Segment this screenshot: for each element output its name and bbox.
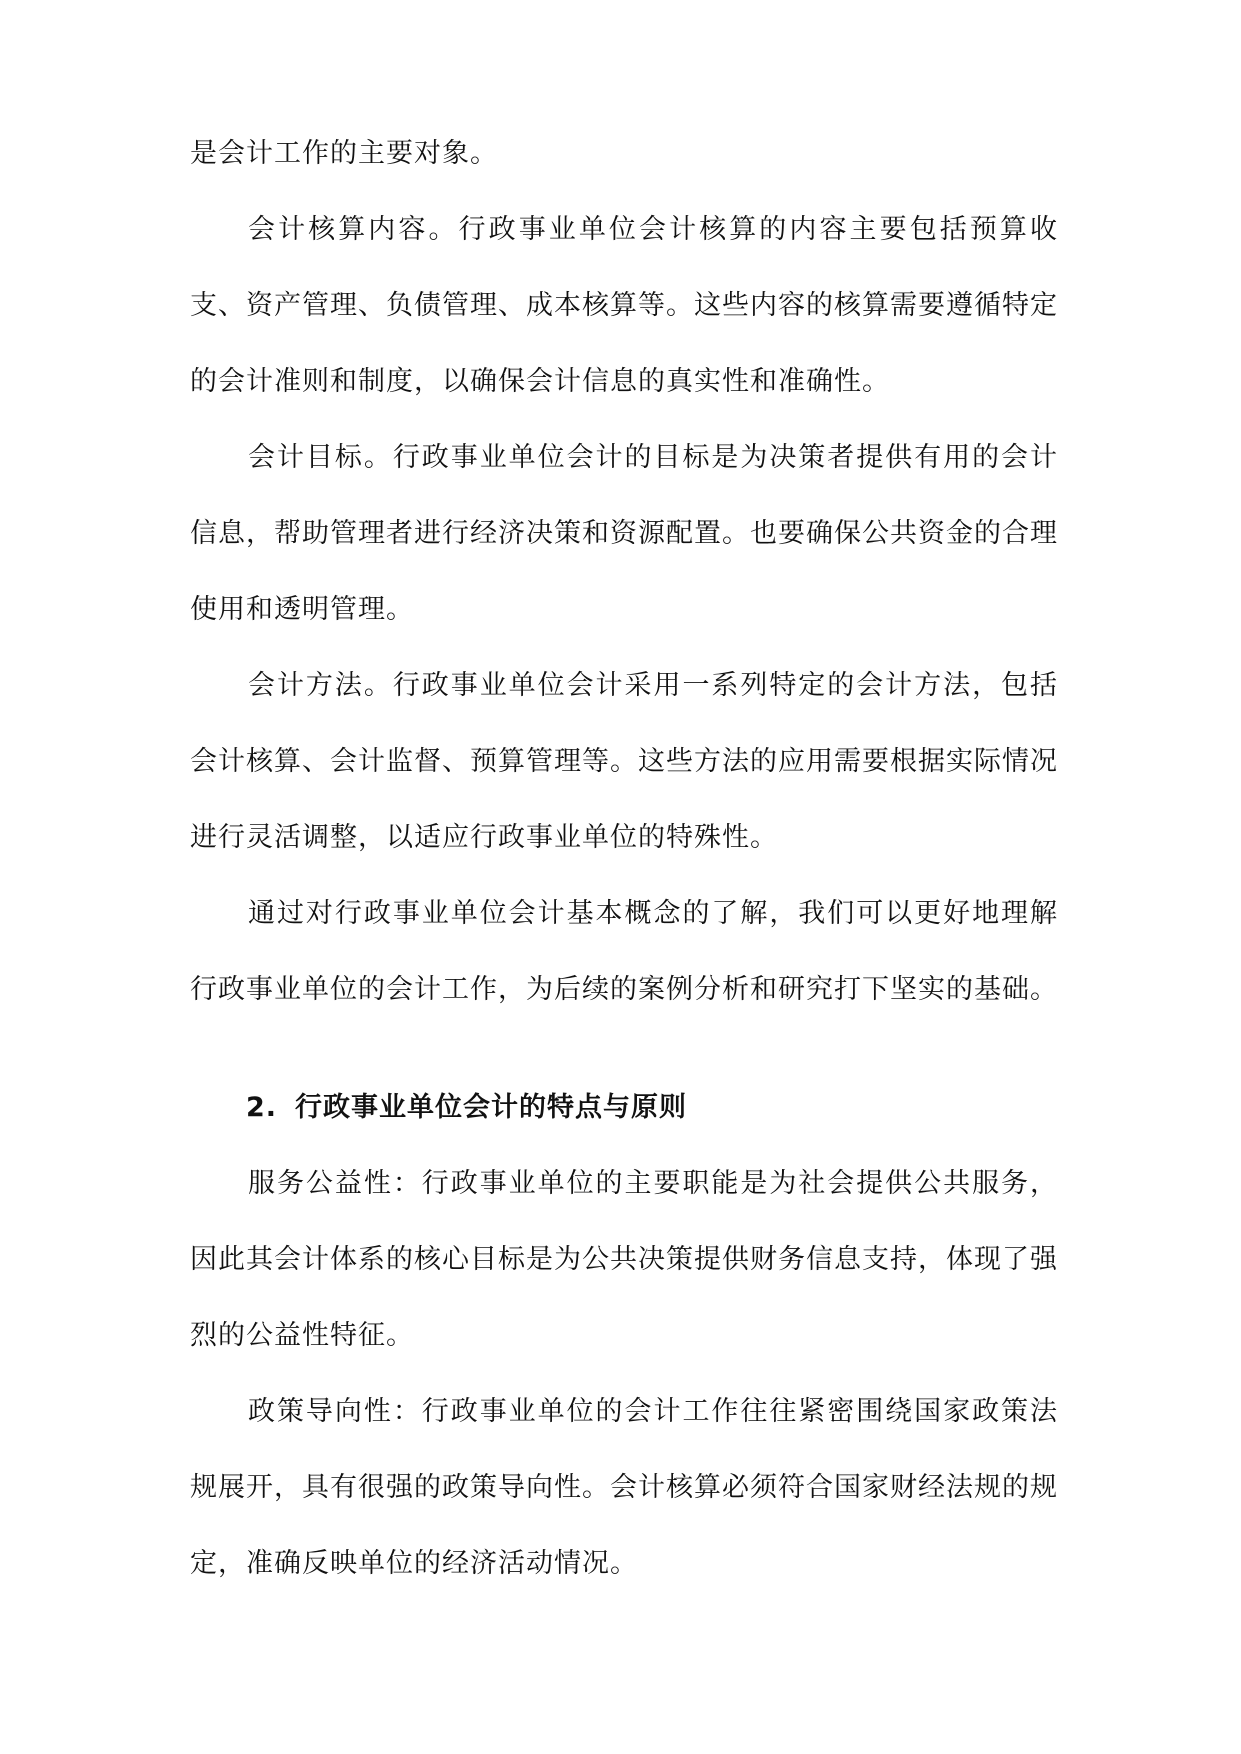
paragraph-public-service: 服务公益性：行政事业单位的主要职能是为社会提供公共服务，因此其会计体系的核心目标是为公共决策提供财务信息支持，体现了强烈的公益性特征。 [190, 1168, 1058, 1351]
paragraph-accounting-goal: 会计目标。行政事业单位会计的目标是为决策者提供有用的会计信息，帮助管理者进行经济决策和资源配置。也要确保公共资金的合理使用和透明管理。 [190, 442, 1058, 625]
section-number: 2. [246, 1092, 278, 1123]
section-heading [246, 1070, 687, 1146]
section-title: 行政事业单位会计的特点与原则 [295, 1092, 688, 1123]
paragraph-summary: 通过对行政事业单位会计基本概念的了解，我们可以更好地理解行政事业单位的会计工作，为后续的案例分析和研究打下坚实的基础。 [190, 898, 1058, 1005]
paragraph-continuation: 是会计工作的主要对象。 [190, 138, 498, 169]
paragraph-accounting-method: 会计方法。行政事业单位会计采用一系列特定的会计方法，包括会计核算、会计监督、预算管理等。这些方法的应用需要根据实际情况进行灵活调整，以适应行政事业单位的特殊性。 [190, 670, 1058, 853]
paragraph-policy-orientation: 政策导向性：行政事业单位的会计工作往往紧密围绕国家政策法规展开，具有很强的政策导向性。会计核算必须符合国家财经法规的规定，准确反映单位的经济活动情况。 [190, 1396, 1058, 1579]
paragraph-accounting-content: 会计核算内容。行政事业单位会计核算的内容主要包括预算收支、资产管理、负债管理、成本核算等。这些内容的核算需要遵循特定的会计准则和制度，以确保会计信息的真实性和准确性。 [190, 214, 1058, 397]
